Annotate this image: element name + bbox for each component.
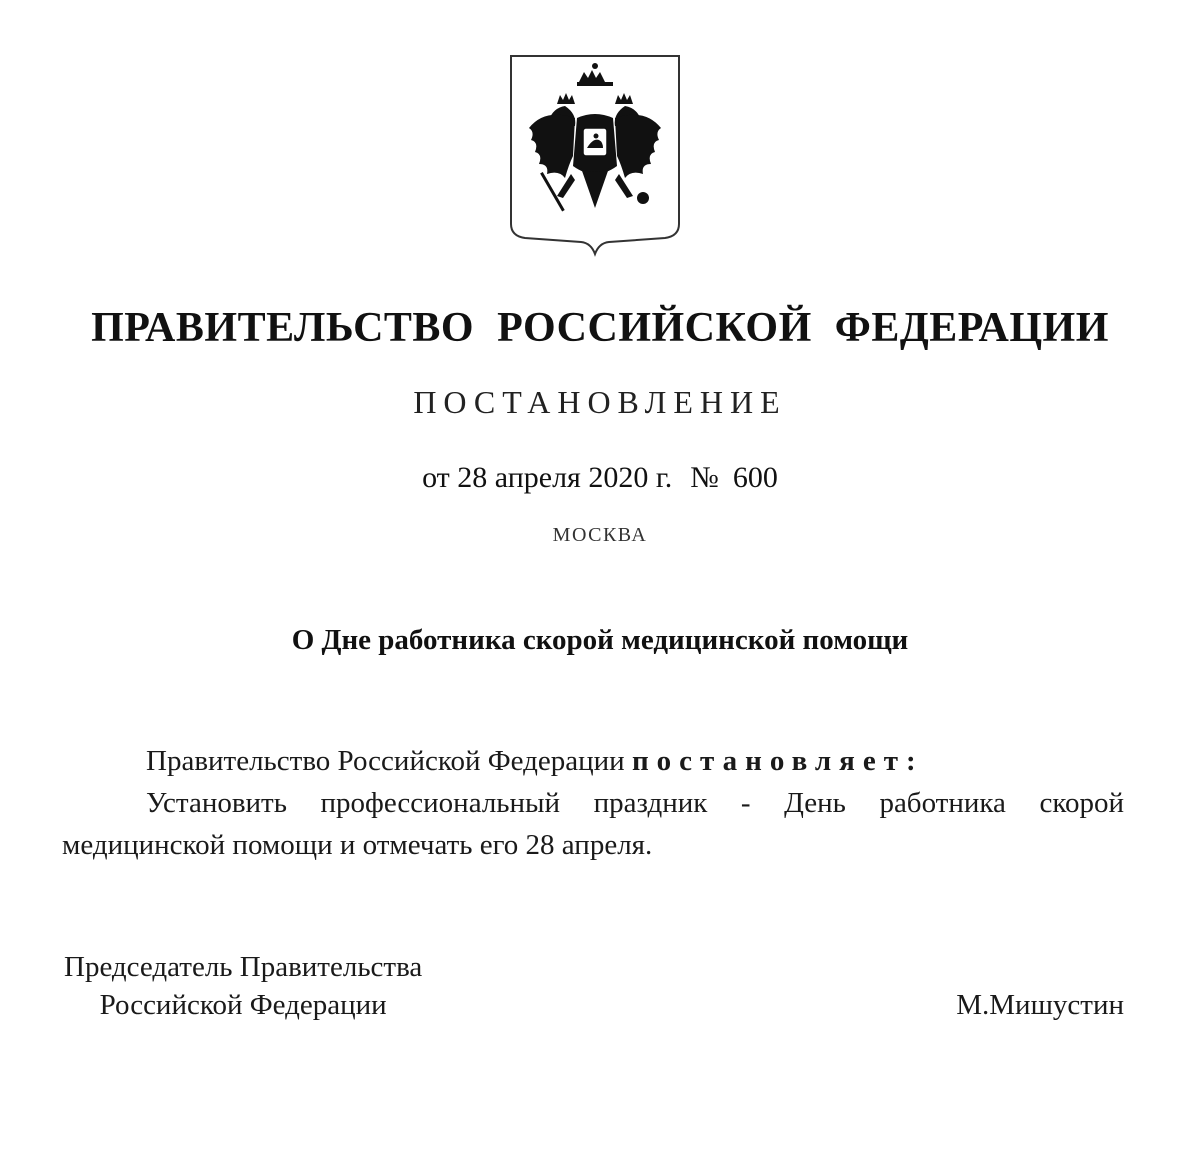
signatory-position-line1: Председатель Правительства [64,951,423,983]
body-intro-paragraph [62,740,1124,782]
document-subject: О Дне работника скорой медицинской помощи [291,624,909,656]
number-sign: № [690,461,719,494]
coat-of-arms-icon [505,52,685,258]
document-date: от 28 апреля 2020 г. [422,461,673,494]
document-body [62,740,1124,866]
signatory-name: М.Мишустин [956,989,1124,1021]
document-number: 600 [732,461,778,494]
body-resolves: постановляет: [631,745,924,777]
body-decree: Установить профессиональный праздник - День работника скорой медицинской помощи и отмечать его 28 апреля. [62,787,1124,861]
signatory-position [64,948,422,1024]
document-type: ПОСТАНОВЛЕНИЕ [413,384,787,420]
document-city: МОСКВА [552,524,648,546]
government-title: ПРАВИТЕЛЬСТВО РОССИЙСКОЙ ФЕДЕРАЦИИ [91,305,1109,351]
document-date-line [0,458,1200,498]
body-intro: Правительство Российской Федерации [146,745,625,777]
signatory-position-line2: Российской Федерации [99,989,387,1021]
